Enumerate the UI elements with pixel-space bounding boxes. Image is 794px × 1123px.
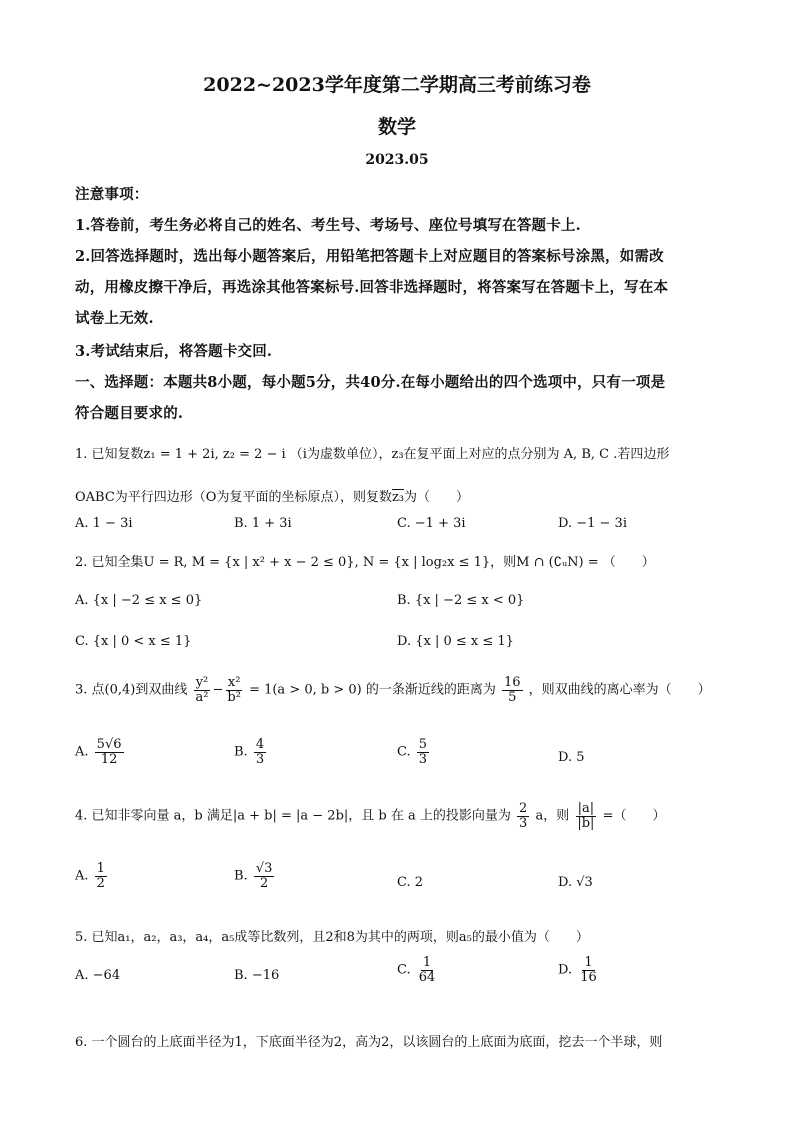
q3-stem-part-3: ，则双曲线的离心率为（ ） — [528, 682, 711, 698]
q5-stem: 5. 已知a₁，a₂，a₃，a₄，a₅成等比数列，且2和8为其中的两项，则a₅的最小值为（ ） — [75, 930, 589, 945]
q2-option-a: A. {x | −2 ≤ x ≤ 0} — [75, 593, 203, 608]
q3-minus: − — [212, 682, 224, 698]
q5-option-a: A. −64 — [75, 968, 121, 983]
note-3: 3.考试结束后，将答题卡交回. — [75, 343, 273, 360]
q3-option-d: D. 5 — [558, 750, 585, 765]
q3-stem-part-2: = 1(a > 0, b > 0) 的一条渐近线的距离为 — [249, 682, 496, 698]
q4-option-a-fraction: $\frac{1}{2}$ — [96, 861, 105, 891]
q2-stem: 2. 已知全集U = R, M = {x | x² + x − 2 ≤ 0}, N = {x | log₂x ≤ 1}，则M ∩ (∁ᵤN) = （ ） — [75, 555, 655, 570]
q4-stem-part-1: 4. 已知非零向量 a，b 满足|a + b| = |a − 2b|，且 b 在 a 上的投影向量为 — [75, 808, 511, 824]
q1-stem-text: OABC为平行四边形（O为复平面的坐标原点），则复数 — [75, 490, 392, 505]
section-heading-line-2: 符合题目要求的. — [75, 405, 184, 422]
q4-fraction-a-over-b: $\frac{|a|}{|b|}$ — [577, 801, 595, 831]
q1-option-a: A. 1 − 3i — [75, 516, 133, 531]
q2-option-c: C. {x | 0 < x ≤ 1} — [75, 634, 192, 649]
q1-option-b: B. 1 + 3i — [234, 516, 292, 531]
q4-option-b-fraction: $\frac{√3}{2}$ — [255, 861, 273, 891]
q3-option-c: C. $\frac{5}{3}$ — [397, 737, 428, 767]
note-2-line-2: 动，用橡皮擦干净后，再选涂其他答案标号.回答非选择题时，将答案写在答题卡上，写在本 — [75, 279, 669, 296]
q2-option-d: D. {x | 0 ≤ x ≤ 1} — [397, 634, 514, 649]
notes-heading: 注意事项： — [75, 186, 149, 203]
q3-fraction-16-5: $\frac{16}{5}$ — [503, 675, 521, 705]
q4-stem-part-2: a，则 — [535, 808, 570, 824]
q1-option-d: D. −1 − 3i — [558, 516, 627, 531]
q2-option-b: B. {x | −2 ≤ x < 0} — [397, 593, 525, 608]
q4-stem — [75, 802, 666, 830]
q1-stem-end: 为（ ） — [404, 490, 470, 505]
exam-title: 2022~2023学年度第二学期高三考前练习卷 — [203, 74, 591, 96]
q5-option-d: D. $\frac{1}{16}$ — [558, 955, 597, 985]
q5-option-b: B. −16 — [234, 968, 280, 983]
q3-option-a: A. $\frac{5√6}{12}$ — [75, 737, 122, 767]
q1-stem-line-2 — [75, 486, 469, 505]
q1-option-c: C. −1 + 3i — [397, 516, 466, 531]
exam-date: 2023.05 — [365, 152, 429, 168]
q1-stem-line-1: 1. 已知复数z₁ = 1 + 2i, z₂ = 2 − i （i为虚数单位），z₃在复平面上对应的点分别为 A, B, C .若四边形 — [75, 447, 670, 462]
q3-stem-part-1: 3. 点(0,4)到双曲线 — [75, 682, 188, 698]
q4-stem-part-3: =（ ） — [602, 808, 666, 824]
q5-option-c-fraction: $\frac{1}{64}$ — [418, 955, 436, 985]
q3-option-b-fraction: $\frac{4}{3}$ — [255, 737, 265, 767]
q3-option-c-fraction: $\frac{5}{3}$ — [418, 737, 428, 767]
q1-conjugate-z3: z₃ — [391, 490, 405, 505]
q4-fraction-2-3: $\frac{2}{3}$ — [519, 801, 528, 831]
subject-title: 数学 — [377, 116, 416, 138]
q3-stem — [75, 676, 711, 704]
q4-option-b: B. $\frac{√3}{2}$ — [234, 861, 273, 891]
q6-stem: 6. 一个圆台的上底面半径为1，下底面半径为2，高为2，以该圆台的上底面为底面，挖去一个半球，则 — [75, 1035, 663, 1050]
q3-fraction-y2-a2: $\frac{\text{y²}}{\text{a²}}$ — [195, 675, 209, 705]
note-1: 1.答卷前，考生务必将自己的姓名、考生号、考场号、座位号填写在答题卡上. — [75, 217, 581, 234]
section-heading-line-1: 一、选择题：本题共8小题，每小题5分，共40分.在每小题给出的四个选项中，只有一项是 — [75, 374, 666, 391]
q4-option-d: D. √3 — [558, 875, 593, 890]
q5-option-c: C. $\frac{1}{64}$ — [397, 955, 436, 985]
note-2-line-1: 2.回答选择题时，选出每小题答案后，用铅笔把答题卡上对应题目的答案标号涂黑，如需改 — [75, 248, 664, 265]
q4-option-c: C. 2 — [397, 875, 424, 890]
q4-option-a: A. $\frac{1}{2}$ — [75, 861, 105, 891]
q3-fraction-x2-b2: $\frac{\text{x²}}{\text{b²}}$ — [227, 675, 241, 705]
q5-option-d-fraction: $\frac{1}{16}$ — [580, 955, 597, 985]
note-2-line-3: 试卷上无效. — [75, 310, 154, 327]
q3-option-a-fraction: $\frac{5√6}{12}$ — [96, 737, 122, 767]
q3-option-b: B. $\frac{4}{3}$ — [234, 737, 265, 767]
